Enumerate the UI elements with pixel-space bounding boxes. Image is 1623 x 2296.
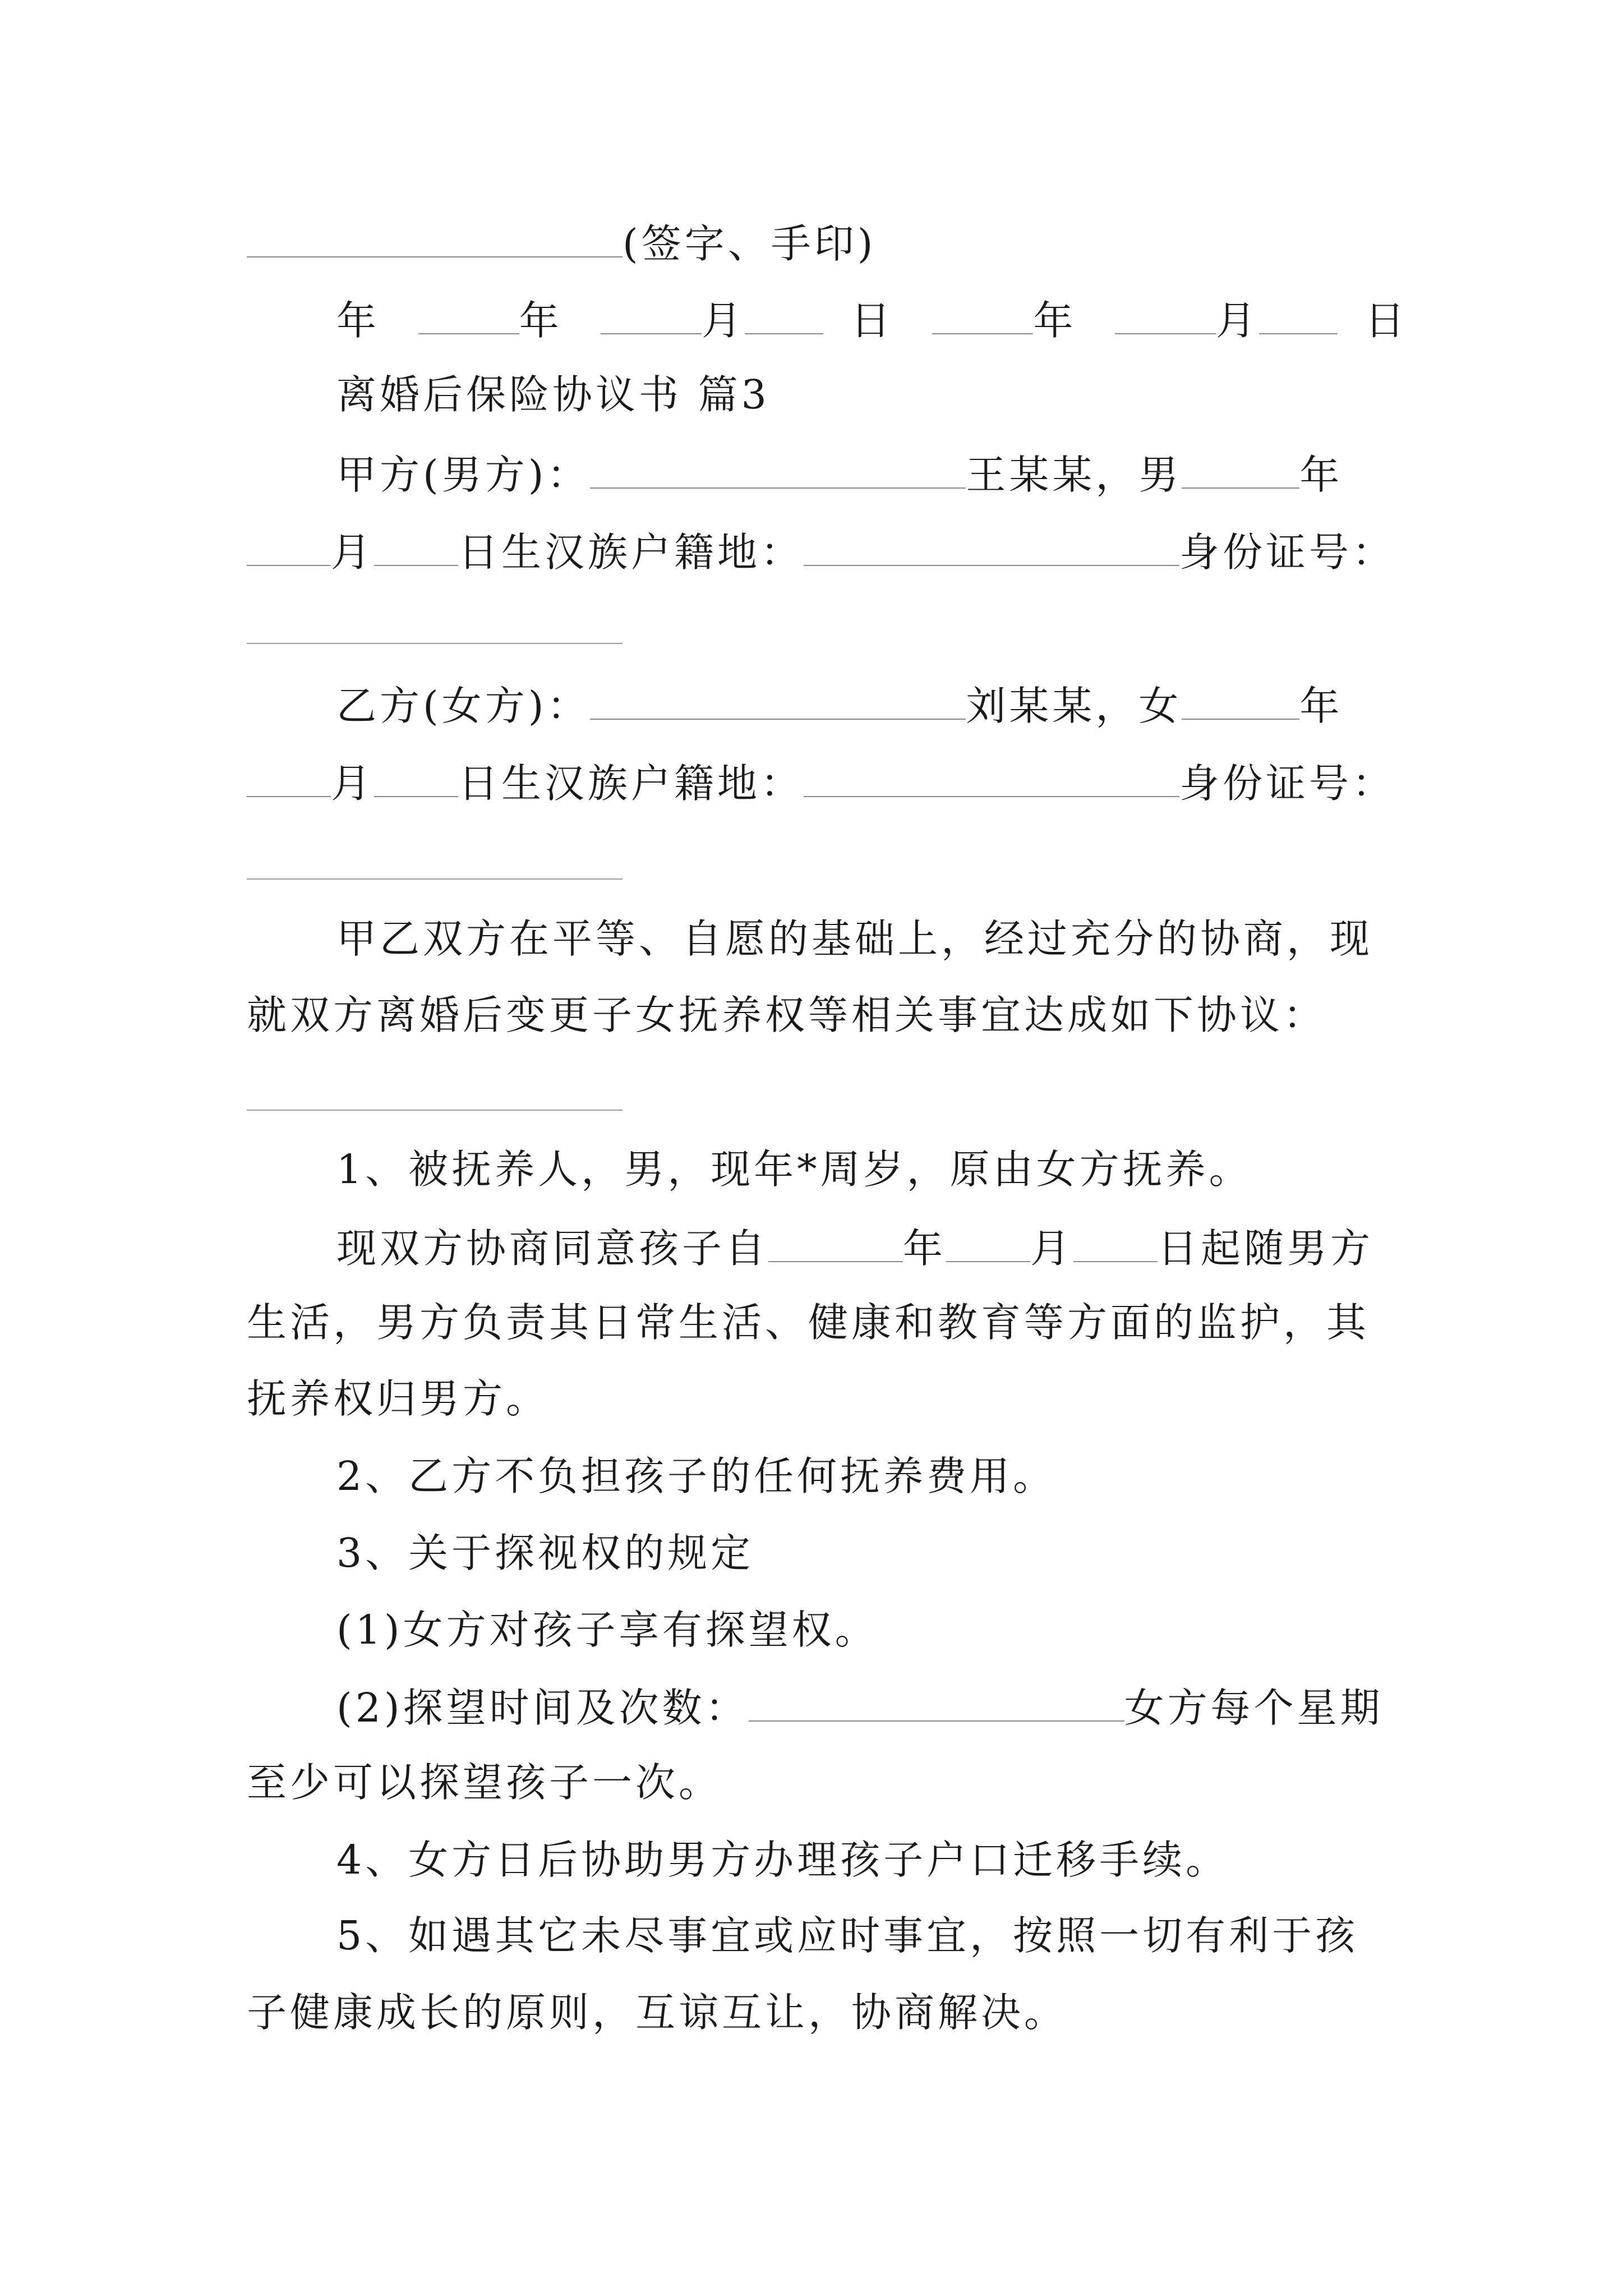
custody-day: 日起随男方 xyxy=(1158,1225,1374,1272)
custody-line-1 xyxy=(336,1225,1374,1272)
party-a-line-1 xyxy=(336,452,1343,498)
party-a-id-label: 身份证号： xyxy=(1179,529,1396,576)
date-text: 日 xyxy=(1364,297,1408,344)
party-b-birth: 日生汉族户籍地： xyxy=(458,760,804,807)
party-a-birth: 日生汉族户籍地： xyxy=(458,529,804,576)
section-title: 离婚后保险协议书 篇3 xyxy=(336,371,770,418)
date-text: 年 xyxy=(519,297,562,344)
item-2: 2、乙方不负担孩子的任何抚养费用。 xyxy=(336,1453,1057,1499)
date-blank xyxy=(418,298,519,334)
item-5-line-2: 子健康成长的原则，互谅互让，协商解决。 xyxy=(247,1989,1068,2036)
visit-blank xyxy=(749,1686,1124,1722)
party-a-day-blank xyxy=(374,530,458,566)
party-b-label: 乙方(女方)： xyxy=(336,683,591,729)
party-b-name: 刘某某，女 xyxy=(966,683,1182,729)
item-3-2-line-2: 至少可以探望孩子一次。 xyxy=(247,1759,722,1806)
item-3-1: (1)女方对孩子享有探望权。 xyxy=(336,1607,878,1653)
visit-label: (2)探望时间及次数： xyxy=(336,1685,749,1731)
custody-text: 现双方协商同意孩子自 xyxy=(336,1225,769,1272)
signature-blank xyxy=(247,222,623,257)
party-a-year: 年 xyxy=(1299,452,1343,498)
custody-day-blank xyxy=(1073,1226,1158,1262)
custody-line-3: 抚养权归男方。 xyxy=(247,1375,550,1422)
intro-line-1: 甲乙双方在平等、自愿的基础上，经过充分的协商，现 xyxy=(336,915,1373,962)
party-b-id-label: 身份证号： xyxy=(1179,760,1396,807)
party-b-month: 月 xyxy=(331,760,375,807)
party-a-line-2 xyxy=(247,529,1396,576)
party-b-blank xyxy=(590,684,966,720)
custody-month: 月 xyxy=(1030,1225,1074,1272)
party-b-month-blank xyxy=(247,761,331,797)
date-text: 月 xyxy=(702,297,745,344)
party-b-line-2 xyxy=(247,760,1396,807)
party-b-day-blank xyxy=(374,761,458,797)
item-5: 5、如遇其它未尽事宜或应时事宜，按照一切有利于孩 xyxy=(336,1912,1359,1959)
date-text: 年 xyxy=(336,297,380,344)
party-b-id-blank xyxy=(247,878,623,880)
custody-year-blank xyxy=(768,1226,903,1262)
party-a-year-blank xyxy=(1182,453,1299,489)
party-a-blank xyxy=(590,453,966,489)
party-a-month-blank xyxy=(247,530,331,566)
party-a-name: 王某某，男 xyxy=(966,452,1182,498)
party-a-label: 甲方(男方)： xyxy=(336,452,591,498)
date-blank xyxy=(1115,298,1216,334)
date-blank xyxy=(745,298,823,334)
date-blank xyxy=(601,298,702,334)
date-blank xyxy=(1259,298,1338,334)
custody-month-blank xyxy=(946,1226,1030,1262)
intro-line-2: 就双方离婚后变更子女抚养权等相关事宜达成如下协议： xyxy=(247,992,1327,1038)
visit-text: 女方每个星期 xyxy=(1124,1685,1384,1731)
date-text: 年 xyxy=(1033,297,1077,344)
custody-year: 年 xyxy=(903,1225,947,1272)
party-a-origin-blank xyxy=(804,530,1179,566)
item-3-2 xyxy=(336,1685,1384,1731)
item-4: 4、女方日后协助男方办理孩子户口迁移手续。 xyxy=(336,1837,1229,1883)
party-a-month: 月 xyxy=(331,529,375,576)
date-text: 日 xyxy=(850,297,894,344)
party-b-year-blank xyxy=(1182,684,1299,720)
intro-blank xyxy=(247,1110,623,1111)
party-b-origin-blank xyxy=(804,761,1179,797)
signature-label: (签字、手印) xyxy=(623,220,877,267)
item-3: 3、关于探视权的规定 xyxy=(336,1530,754,1576)
party-a-id-blank xyxy=(247,643,623,644)
date-line xyxy=(336,297,1408,344)
item-1: 1、被抚养人，男，现年*周岁，原由女方抚养。 xyxy=(336,1146,1252,1193)
signature-line xyxy=(247,220,877,267)
custody-line-2: 生活，男方负责其日常生活、健康和教育等方面的监护，其 xyxy=(247,1299,1370,1346)
date-blank xyxy=(932,298,1033,334)
party-b-line-1 xyxy=(336,683,1343,729)
party-b-year: 年 xyxy=(1299,683,1343,729)
date-text: 月 xyxy=(1215,297,1259,344)
